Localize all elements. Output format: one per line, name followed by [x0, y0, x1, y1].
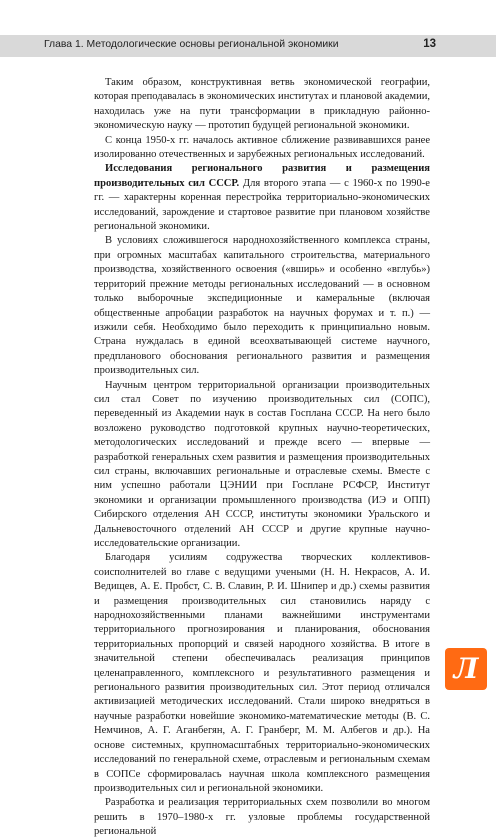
section-heading: Исследования регионального развития и размещения производительных сил СССР.	[94, 163, 430, 189]
publisher-logo[interactable]	[445, 648, 487, 690]
running-header	[0, 35, 496, 57]
section-heading-text: Для второго этапа — с 1960-х по 1990-е гг. — характерны коренная перестройка территориально-экономических исследований, зарождение и стартовое развитие при плановом хозяйстве региональной экономики.	[94, 177, 430, 233]
logo-letter-icon: Л	[453, 652, 479, 685]
paragraph-1: Таким образом, конструктивная ветвь экономической географии, которая преподавалась в экономических институтах и плановой академии, находилась уже на пути трансформации в прикладную районно-экономическую науку — прототип будущей региональной экономики.	[94, 77, 430, 132]
section-heading-paragraph	[94, 162, 430, 234]
paragraph-2: С конца 1950-х гг. началось активное сближение развивавшихся ранее изолированно отечественных и зарубежных региональных исследований.	[94, 134, 430, 161]
paragraph-4: В условиях сложившегося народнохозяйственного комплекса страны, при огромных масштабах капитального строительства, материального производства, хозяйственного освоения («вширь» и особенно «вглубь») территорий прежние методы региональных исследований — в основном только выборочные экспедиционные и камеральные (включая общественные апробации разработок на научных форумах и т. п.) — изжили себя. Необходимо было переходить к принципиально новым. Страна нуждалась в единой всеохватывающей системе научного, предпланового обоснования регионального развития и размещения производительных сил.	[94, 235, 430, 377]
paragraph-6: Благодаря усилиям содружества творческих коллективов-соисполнителей во главе с ведущими учеными (Н. Н. Некрасов, А. И. Ведищев, А. Е. Пробст, С. В. Славин, Р. И. Шнипер и др.) схемы развития и размещения производительных сил становились наряду с народнохозяйственными планами важнейшими инструментами территориального прогнозирования и планирования, обоснования территориальных пропорций и связей народного хозяйства. В итоге в значительной степени обеспечивалась реализация принципов целенаправленного, комплексного и результативного размещения и регионального развития производительных сил. Этот период отличался активизацией методических исследований. Стали широко внедряться в научные разработки новейшие экономико-математические методы (В. С. Немчинов, А. Г. Аганбегян, А. Г. Гранберг, М. М. Албегов и др.). На основе системных, крупномасштабных территориально-экономических исследований по генеральной схеме, отраслевым и региональным схемам в СОПСе сформировалась научная школа комплексного размещения производительных сил и региональной экономики.	[94, 552, 430, 794]
chapter-title: Глава 1. Методологические основы региональной экономики	[44, 39, 339, 50]
paragraph-5: Научным центром территориальной организации производительных сил стал Совет по изучению производительных сил (СОПС), переведенный из Академии наук в состав Госплана СССР. На него было возложено руководство подготовкой крупных научно-теоретических, методологических исследований и прежде всего — впервые — разработкой генеральных схем развития и размещения производительных сил страны, включавших региональные и отраслевые схемы. Вместе с ним успешно работали ЦЭНИИ при Госплане РСФСР, Институт экономики и организации промышленного производства (ИЭ и ОПП) Сибирского отделения АН СССР, институты экономики Уральского и Дальневосточного отделений АН СССР и другие крупные научно-исследовательские организации.	[94, 379, 430, 549]
paragraph-7: Разработка и реализация территориальных схем позволили во многом решить в 1970–1980-х гг. узловые проблемы государственной региональной	[94, 797, 430, 838]
page-body	[94, 76, 430, 840]
page-number: 13	[423, 38, 436, 50]
